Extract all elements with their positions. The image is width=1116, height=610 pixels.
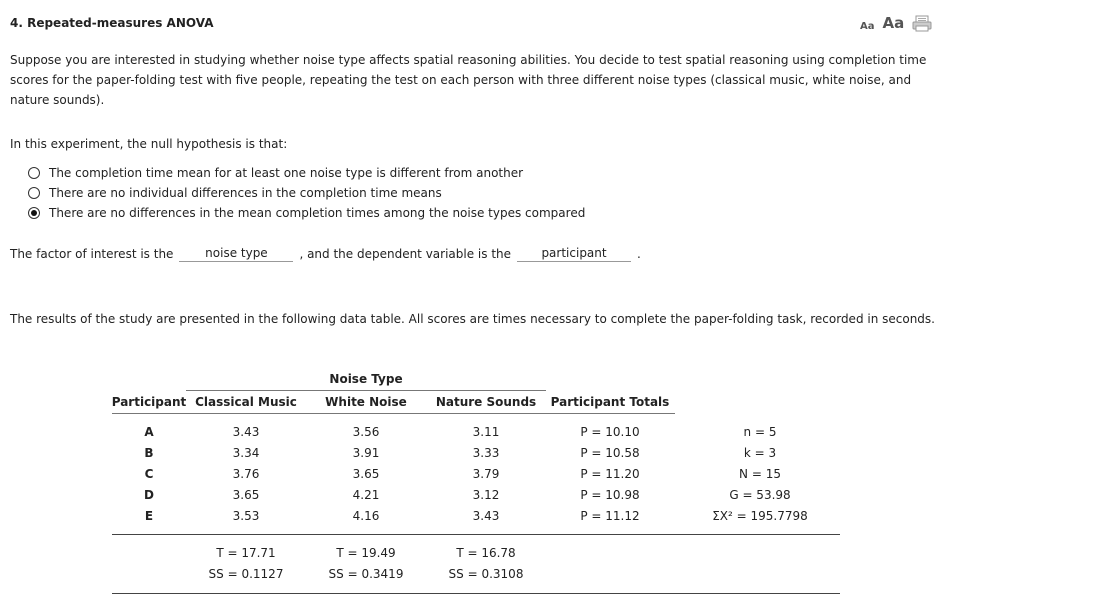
cell-classical: 3.43	[232, 425, 260, 439]
row-participant: A	[144, 425, 154, 439]
option-no-differences-noise-types[interactable]	[28, 204, 585, 222]
cell-white-noise: 4.16	[352, 509, 380, 523]
cell-white-noise: 3.65	[352, 467, 380, 481]
table-bottom-line	[112, 593, 840, 594]
cell-white-noise: 3.91	[352, 446, 380, 460]
col-header-white-noise: White Noise	[325, 395, 407, 409]
cell-nature: 3.11	[472, 425, 500, 439]
ss-nature: SS = 0.3108	[448, 567, 524, 581]
row-participant: C	[144, 467, 154, 481]
cell-participant-total: P = 10.10	[580, 425, 640, 439]
col-header-participant-totals: Participant Totals	[550, 395, 670, 409]
cell-participant-total: P = 10.58	[580, 446, 640, 460]
option-label: There are no individual differences in the completion time means	[49, 186, 442, 200]
row-participant: D	[144, 488, 154, 502]
cell-participant-total: P = 11.12	[580, 509, 640, 523]
cell-classical: 3.76	[232, 467, 260, 481]
radio-button-selected[interactable]	[28, 207, 40, 219]
summary-stat: k = 3	[743, 446, 777, 460]
text-size-tools	[860, 14, 932, 32]
radio-button[interactable]	[28, 167, 40, 179]
ss-white-noise: SS = 0.3419	[328, 567, 404, 581]
option-label: The completion time mean for at least one noise type is different from another	[49, 166, 524, 180]
row-participant: E	[144, 509, 154, 523]
ss-classical: SS = 0.1127	[208, 567, 284, 581]
increase-text-size-button[interactable]: Aa	[882, 14, 905, 32]
decrease-text-size-button[interactable]: Aa	[860, 21, 875, 32]
header-underline	[112, 413, 675, 414]
cell-white-noise: 3.56	[352, 425, 380, 439]
cell-classical: 3.34	[232, 446, 260, 460]
results-description: The results of the study are presented in the following data table. All scores are times necessary to complete the paper-folding task, recorded in seconds.	[10, 312, 935, 326]
cell-participant-total: P = 11.20	[580, 467, 640, 481]
factor-sentence	[10, 246, 641, 262]
group-header-noise-type: Noise Type	[329, 372, 403, 386]
summary-stat: n = 5	[743, 425, 777, 439]
factor-middle: , and the dependent variable is the	[299, 247, 512, 261]
radio-button[interactable]	[28, 187, 40, 199]
cell-nature: 3.12	[472, 488, 500, 502]
cell-nature: 3.33	[472, 446, 500, 460]
col-header-classical-music: Classical Music	[195, 395, 297, 409]
null-hypothesis-prompt: In this experiment, the null hypothesis is that:	[10, 137, 288, 151]
group-header-divider	[186, 390, 546, 391]
col-header-participant: Participant	[111, 395, 187, 409]
summary-stat: G = 53.98	[729, 488, 791, 502]
cell-nature: 3.43	[472, 509, 500, 523]
option-at-least-one-different[interactable]	[28, 164, 523, 182]
print-icon[interactable]	[912, 15, 932, 32]
cell-classical: 3.53	[232, 509, 260, 523]
factor-dropdown[interactable]: noise type	[179, 246, 293, 262]
totals-divider	[112, 534, 840, 535]
option-no-individual-differences[interactable]	[28, 184, 442, 202]
total-classical: T = 17.71	[216, 546, 276, 560]
cell-participant-total: P = 10.98	[580, 488, 640, 502]
cell-classical: 3.65	[232, 488, 260, 502]
total-white-noise: T = 19.49	[336, 546, 396, 560]
total-nature: T = 16.78	[456, 546, 516, 560]
row-participant: B	[144, 446, 154, 460]
cell-nature: 3.79	[472, 467, 500, 481]
factor-suffix: .	[637, 247, 641, 261]
col-header-nature-sounds: Nature Sounds	[435, 395, 537, 409]
question-title: 4. Repeated-measures ANOVA	[10, 16, 214, 30]
cell-white-noise: 4.21	[352, 488, 380, 502]
summary-stat: N = 15	[739, 467, 781, 481]
dependent-variable-dropdown[interactable]: participant	[517, 246, 631, 262]
summary-stat: ΣX² = 195.7798	[712, 509, 808, 523]
question-intro: Suppose you are interested in studying whether noise type affects spatial reasoning abilities. You decide to test spatial reasoning using completion time scores for the paper-folding test with five people, repeating the test on each person with three different noise types (classical music, white noise, and nature sounds).	[10, 53, 927, 107]
option-label: There are no differences in the mean completion times among the noise types compared	[49, 206, 586, 220]
factor-prefix: The factor of interest is the	[10, 247, 174, 261]
